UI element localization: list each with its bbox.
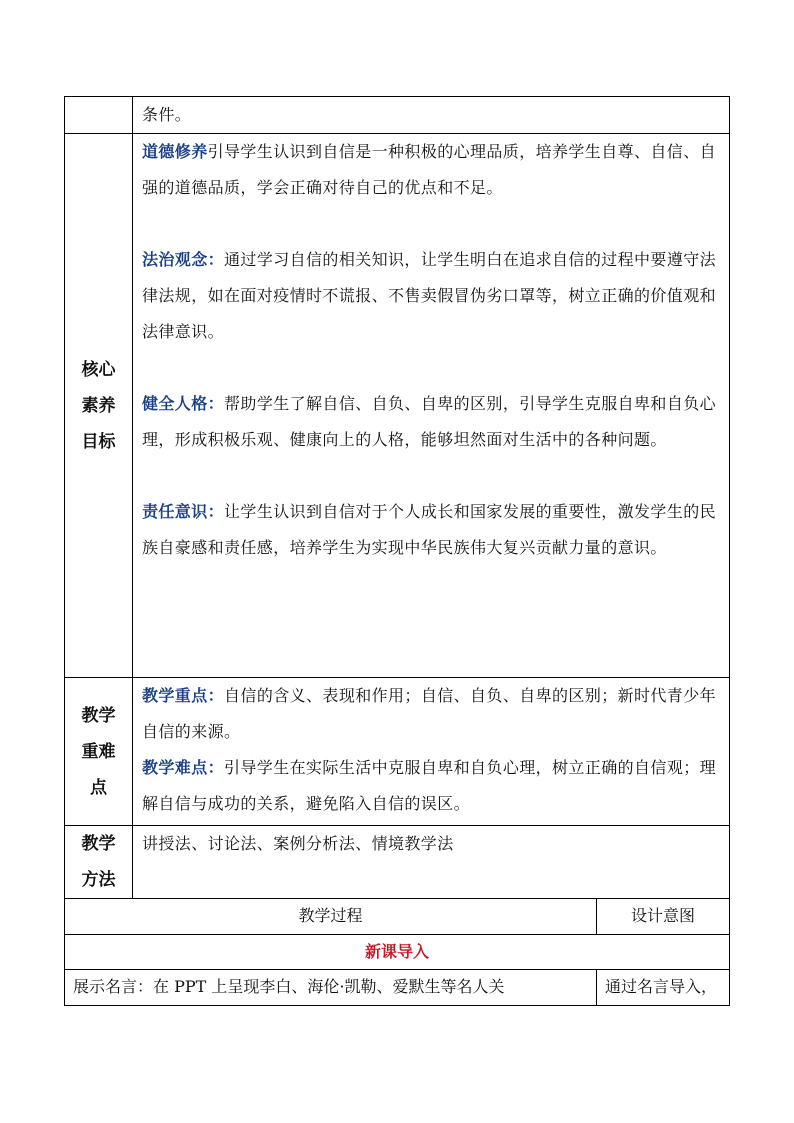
methods-label: 教学 方法 [65, 826, 133, 899]
methods-content [133, 826, 730, 899]
methods-text: 讲授法、讨论法、案例分析法、情境教学法 [142, 834, 454, 853]
section-title: 新课导入 [65, 935, 730, 970]
key-difficult-label: 教学 重难 点 [65, 678, 133, 826]
methods-row [65, 826, 730, 899]
core-literacy-content [133, 134, 730, 678]
difficult-point-item: 教学难点：引导学生在实际生活中克服自卑和自负心理，树立正确的自信观；理解自信与成功的关系，避免陷入自信的误区。 [142, 758, 717, 813]
key-point-item: 教学重点：自信的含义、表现和作用；自信、自负、自卑的区别；新时代青少年自信的来源。 [142, 686, 717, 741]
continuation-row [65, 97, 730, 134]
process-header-row [65, 899, 730, 935]
continuation-cell [133, 97, 730, 134]
continuation-label-cell [65, 97, 133, 134]
continuation-text: 条件。 [142, 105, 192, 124]
lesson-plan-table [64, 96, 730, 1006]
process-header-left: 教学过程 [65, 899, 597, 935]
process-row-right: 通过名言导入， [597, 970, 730, 1006]
process-row-left: 展示名言：在 PPT 上呈现李白、海伦·凯勒、爱默生等名人关 [65, 970, 597, 1006]
key-difficult-content [133, 678, 730, 826]
process-row [65, 970, 730, 1006]
literacy-item-personality: 健全人格：帮助学生了解自信、自负、自卑的区别，引导学生克服自卑和自负心理，形成积极乐观、健康向上的人格，能够坦然面对生活中的各种问题。 [142, 394, 717, 449]
process-header-right: 设计意图 [597, 899, 730, 935]
section-title-row [65, 935, 730, 970]
core-literacy-row [65, 134, 730, 678]
literacy-item-law: 法治观念：通过学习自信的相关知识，让学生明白在追求自信的过程中要遵守法律法规，如在面对疫情时不谎报、不售卖假冒伪劣口罩等，树立正确的价值观和法律意识。 [142, 250, 717, 341]
literacy-item-responsibility: 责任意识：让学生认识到自信对于个人成长和国家发展的重要性，激发学生的民族自豪感和责任感，培养学生为实现中华民族伟大复兴贡献力量的意识。 [142, 502, 717, 557]
core-literacy-label: 核心 素养 目标 [65, 134, 133, 678]
key-difficult-row [65, 678, 730, 826]
literacy-item-morality: 道德修养引导学生认识到自信是一种积极的心理品质，培养学生自尊、自信、自强的道德品质，学会正确对待自己的优点和不足。 [142, 142, 717, 197]
